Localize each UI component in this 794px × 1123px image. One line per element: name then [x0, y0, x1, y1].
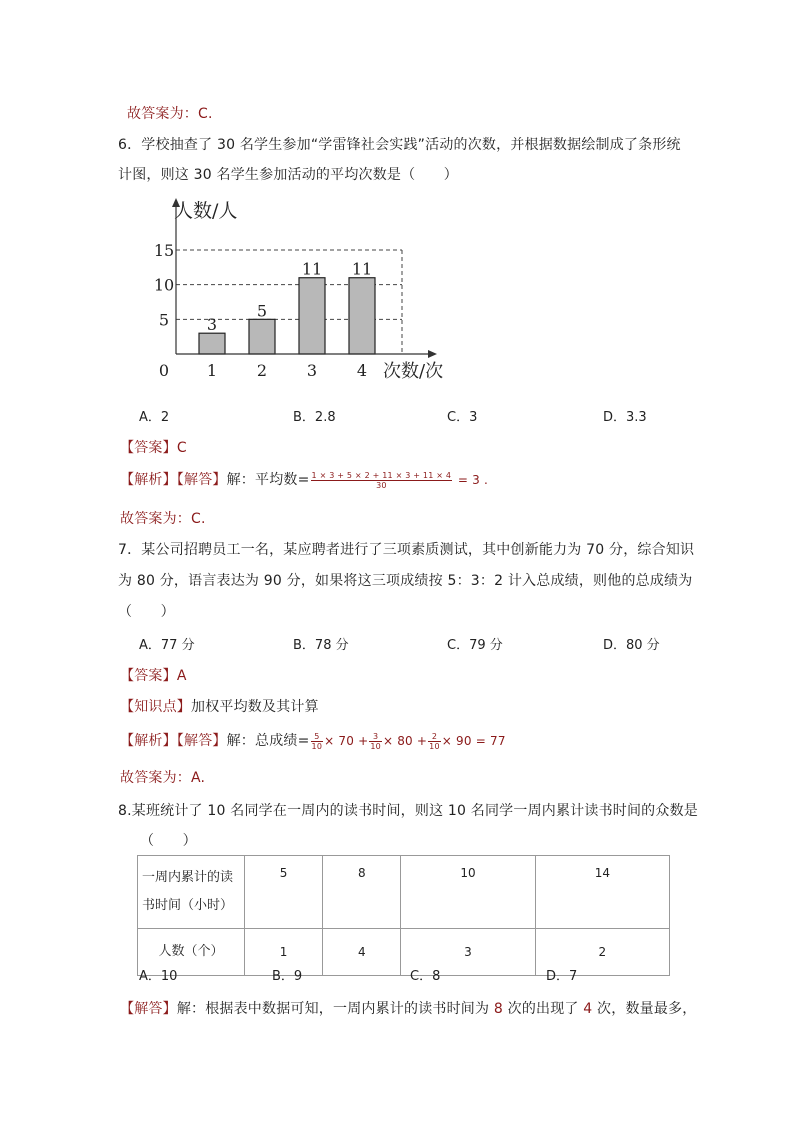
bar-1	[199, 333, 225, 354]
average-fraction	[311, 471, 453, 490]
bar-chart	[150, 195, 460, 385]
q7-conclusion: 故答案为：A.	[120, 770, 206, 786]
q6-option-d: D．3.3	[603, 410, 647, 425]
answer-value: C	[176, 440, 187, 456]
bar-data-label: 5	[256, 301, 268, 321]
table-row	[138, 929, 670, 976]
bar-2	[249, 319, 275, 354]
answer-value: A	[176, 668, 187, 684]
q5-conclusion: 故答案为：C.	[127, 106, 213, 122]
q6-conclusion: 故答案为：C.	[120, 511, 206, 527]
fraction-numerator: 3	[369, 732, 382, 742]
bar-data-label: 11	[301, 259, 323, 279]
fraction-denominator: 10	[429, 741, 440, 751]
q7-text-line1: 7．某公司招聘员工一名，某应聘者进行了三项素质测试，其中创新能力为 70 分，综合知识	[118, 542, 695, 558]
table-cell: 14	[535, 856, 669, 929]
x-tick-label: 1	[206, 361, 218, 380]
q7-option-c: C．79 分	[447, 638, 503, 653]
weight-fraction-1	[311, 732, 324, 751]
q8-text-line2: （ ）	[140, 833, 197, 849]
q6-option-c: C．3	[447, 410, 478, 425]
table-cell: 10	[401, 856, 535, 929]
table-cell: 8	[323, 856, 401, 929]
q7-text-line3: （ ）	[118, 604, 175, 620]
fraction-denominator: 30	[376, 480, 387, 490]
x-tick-label: 3	[306, 361, 318, 380]
q7-option-a: A．77 分	[139, 638, 195, 653]
solution-text: 解：根据表中数据可知，一周内累计的读书时间为	[176, 1001, 494, 1017]
q6-option-a: A．2	[139, 410, 170, 425]
q8-text-line1: 8.某班统计了 10 名同学在一周内的读书时间，则这 10 名同学一周内累计读书时间的众数是	[118, 803, 698, 819]
x-axis-arrow	[428, 350, 437, 358]
q6-option-b: B．2.8	[293, 410, 336, 425]
x-tick-label: 2	[256, 361, 268, 380]
y-tick-label: 10	[153, 275, 175, 295]
analysis-prefix: 解：平均数=	[226, 472, 310, 488]
q8-option-c: C．8	[410, 969, 441, 984]
q7-option-d: D．80 分	[603, 638, 660, 653]
q7-analysis	[120, 730, 506, 751]
q7-answer	[120, 665, 187, 685]
q8-option-d: D．7	[546, 969, 578, 984]
term-2: × 80 +	[382, 734, 428, 748]
bar-data-label: 11	[351, 259, 373, 279]
q8-option-b: B．9	[272, 969, 303, 984]
x-axis-title: 次数/次	[383, 361, 444, 382]
q6-text-line2: 计图，则这 30 名学生参加活动的平均次数是（ ）	[118, 167, 458, 183]
q7-knowledge	[120, 696, 319, 716]
y-axis-title: 人数/人	[174, 200, 238, 222]
term-3: × 90 = 77	[441, 734, 506, 748]
analysis-label: 【解析】【解答】	[120, 733, 227, 749]
analysis-prefix: 解：总成绩=	[226, 733, 310, 749]
analysis-result: = 3 .	[457, 473, 488, 487]
fraction-numerator: 5	[311, 732, 324, 742]
bar-4	[349, 278, 375, 354]
knowledge-label: 【知识点】	[120, 699, 191, 715]
q8-option-a: A．10	[139, 969, 178, 984]
weight-fraction-2	[369, 732, 382, 751]
bar-3	[299, 278, 325, 354]
solution-value-count: 4	[583, 1001, 593, 1017]
bar-data-label: 3	[206, 315, 218, 335]
table-cell: 5	[245, 856, 323, 929]
weight-fraction-3	[428, 732, 441, 751]
y-tick-label: 5	[158, 310, 170, 330]
table-row	[138, 856, 670, 929]
fraction-denominator: 10	[370, 741, 381, 751]
table-cell: 1	[245, 929, 323, 976]
y-tick-label: 15	[153, 241, 175, 260]
x-tick-label: 4	[356, 361, 368, 380]
solution-label: 【解答】	[120, 1001, 177, 1017]
reading-time-table	[137, 855, 670, 976]
table-cell: 3	[401, 929, 535, 976]
origin-label: 0	[158, 361, 170, 380]
q6-answer	[120, 437, 187, 457]
q6-text-line1: 6．学校抽查了 30 名学生参加“学雷锋社会实践”活动的次数，并根据数据绘制成了条形统	[118, 137, 681, 153]
q6-analysis	[120, 469, 488, 490]
q7-text-line2: 为 80 分，语言表达为 90 分，如果将这三项成绩按 5：3：2 计入总成绩，则他的总成绩为	[118, 573, 693, 589]
table-header-hours: 一周内累计的读书时间（小时）	[138, 856, 245, 929]
table-cell: 2	[535, 929, 669, 976]
answer-label: 【答案】	[120, 440, 177, 456]
q7-option-b: B．78 分	[293, 638, 349, 653]
term-1: × 70 +	[324, 734, 369, 748]
fraction-numerator: 2	[428, 732, 441, 742]
table-cell: 4	[323, 929, 401, 976]
solution-text: 次，数量最多，	[592, 1001, 697, 1017]
table-header-count: 人数（个）	[138, 929, 245, 976]
q8-solution	[120, 998, 696, 1018]
fraction-numerator: 1 × 3 + 5 × 2 + 11 × 3 + 11 × 4	[311, 470, 452, 480]
analysis-label: 【解析】【解答】	[120, 472, 227, 488]
answer-label: 【答案】	[120, 668, 177, 684]
fraction-denominator: 10	[311, 741, 323, 751]
solution-value-hours: 8	[493, 1001, 503, 1017]
knowledge-value: 加权平均数及其计算	[191, 699, 319, 715]
solution-text: 次的出现了	[502, 1001, 584, 1017]
